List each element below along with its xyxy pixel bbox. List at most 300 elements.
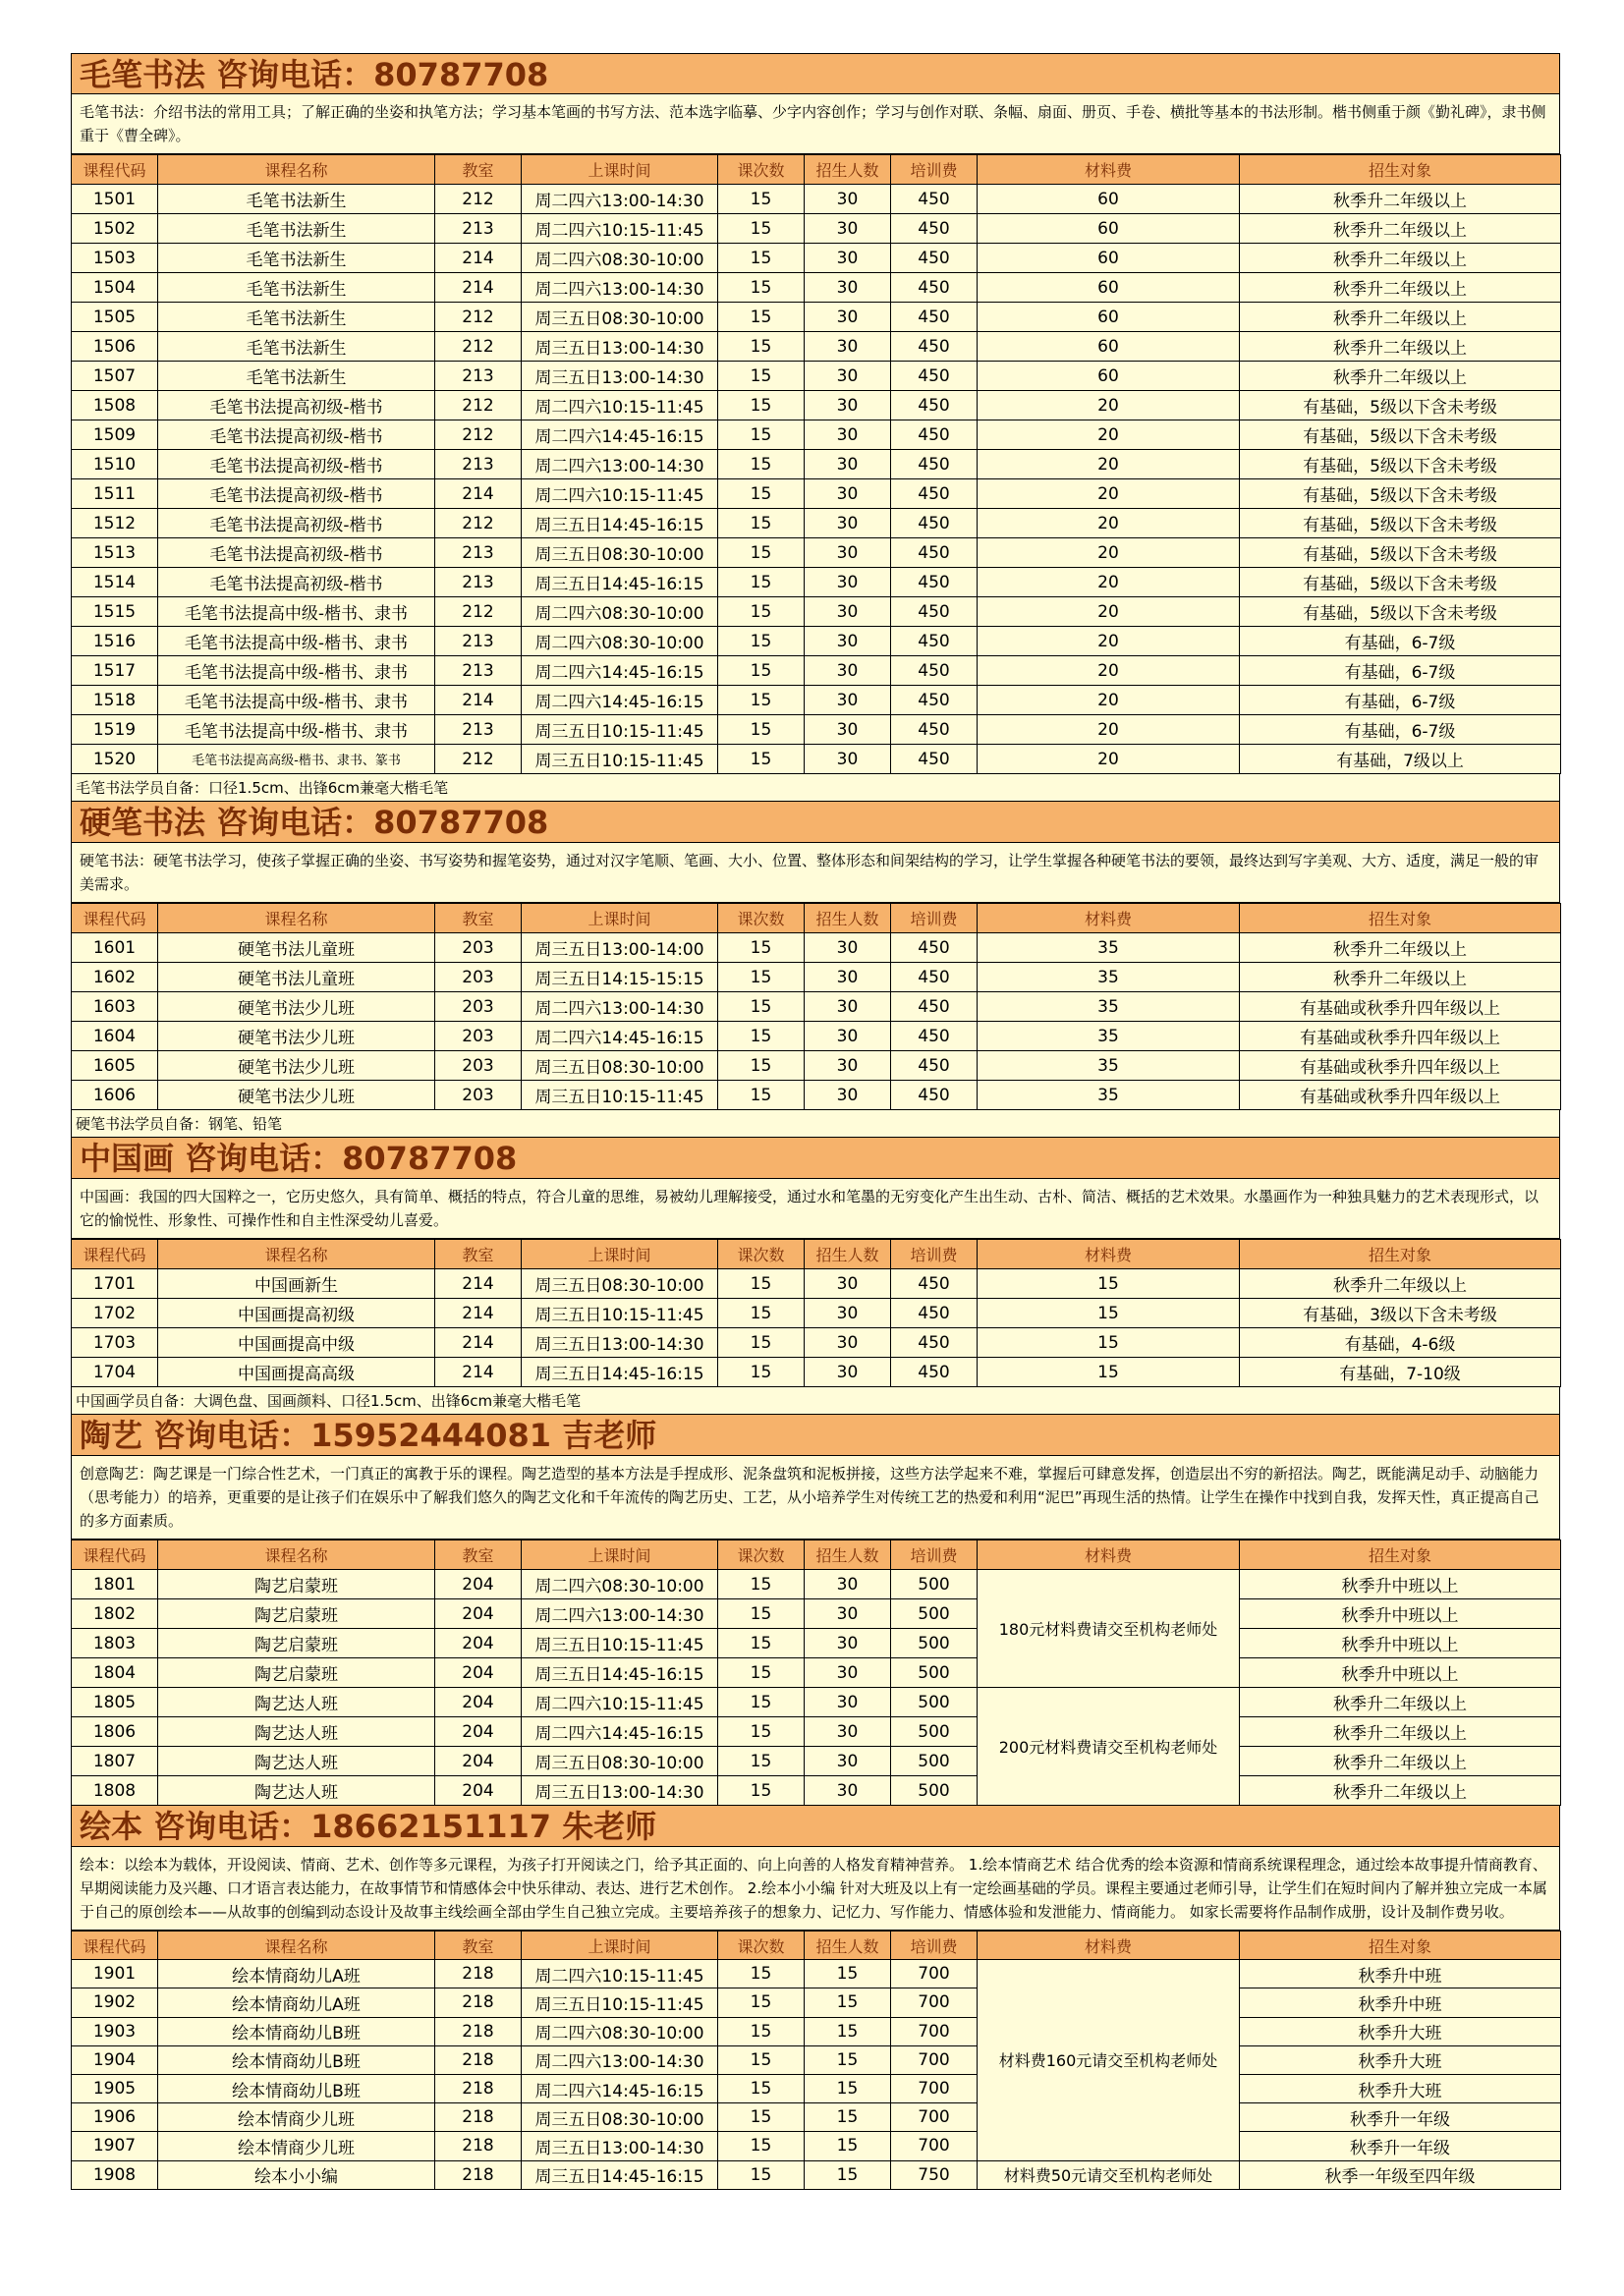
- cell-sessions: 15: [718, 1081, 805, 1110]
- cell-sessions: 15: [718, 2074, 805, 2102]
- column-header: 课次数: [718, 1932, 805, 1960]
- cell-capacity: 30: [805, 933, 891, 963]
- cell-time: 周三五日13:00-14:30: [522, 1328, 718, 1358]
- cell-capacity: 30: [805, 1629, 891, 1658]
- section-title-picturebook: 绘本 咨询电话：18662151117 朱老师: [71, 1806, 1560, 1847]
- course-table-calligraphy: [71, 154, 1561, 774]
- cell-time: 周三五日08:30-10:00: [522, 1269, 718, 1299]
- cell-fee: 500: [891, 1688, 978, 1717]
- column-header: 招生对象: [1240, 1540, 1561, 1570]
- cell-target: 秋季升二年级以上: [1240, 214, 1561, 244]
- cell-name: 陶艺启蒙班: [158, 1658, 435, 1688]
- table-header-row: [72, 155, 1561, 185]
- cell-room: 212: [435, 509, 522, 538]
- cell-time: 周二四六13:00-14:30: [522, 2045, 718, 2074]
- cell-room: 212: [435, 391, 522, 420]
- cell-sessions: 15: [718, 1717, 805, 1747]
- cell-name: 绘本情商幼儿A班: [158, 1960, 435, 1988]
- cell-time: 周三五日14:45-16:15: [522, 1358, 718, 1387]
- cell-material: 15: [978, 1269, 1240, 1299]
- table-row: [72, 656, 1561, 686]
- cell-capacity: 30: [805, 1269, 891, 1299]
- cell-name: 毛笔书法提高中级-楷书、隶书: [158, 597, 435, 627]
- table-row: [72, 1081, 1561, 1110]
- cell-capacity: 30: [805, 362, 891, 391]
- table-row: [72, 597, 1561, 627]
- cell-fee: 700: [891, 2074, 978, 2102]
- cell-capacity: 30: [805, 1599, 891, 1629]
- cell-name: 毛笔书法新生: [158, 214, 435, 244]
- cell-time: 周二四六14:45-16:15: [522, 2074, 718, 2102]
- cell-material: 15: [978, 1299, 1240, 1328]
- cell-name: 毛笔书法提高初级-楷书: [158, 450, 435, 479]
- column-header: 培训费: [891, 904, 978, 933]
- cell-name: 毛笔书法新生: [158, 185, 435, 214]
- column-header: 课程名称: [158, 1240, 435, 1269]
- table-row: [72, 1960, 1561, 1988]
- cell-capacity: 30: [805, 1081, 891, 1110]
- cell-material: 20: [978, 391, 1240, 420]
- cell-sessions: 15: [718, 1051, 805, 1081]
- table-row: [72, 2103, 1561, 2132]
- cell-capacity: 30: [805, 450, 891, 479]
- cell-target: 秋季升二年级以上: [1240, 933, 1561, 963]
- column-header: 课程名称: [158, 904, 435, 933]
- cell-name: 毛笔书法提高中级-楷书、隶书: [158, 656, 435, 686]
- cell-target: 秋季升二年级以上: [1240, 1269, 1561, 1299]
- column-header: 课程代码: [72, 1932, 158, 1960]
- cell-code: 1906: [72, 2103, 158, 2132]
- table-row: [72, 303, 1561, 332]
- cell-name: 绘本小小编: [158, 2160, 435, 2189]
- cell-code: 1520: [72, 745, 158, 774]
- column-header: 课程名称: [158, 1932, 435, 1960]
- cell-sessions: 15: [718, 933, 805, 963]
- cell-material: 35: [978, 933, 1240, 963]
- cell-target: 秋季升二年级以上: [1240, 185, 1561, 214]
- cell-code: 1702: [72, 1299, 158, 1328]
- cell-target: 有基础，7-10级: [1240, 1358, 1561, 1387]
- cell-code: 1901: [72, 1960, 158, 1988]
- cell-fee: 450: [891, 1299, 978, 1328]
- cell-sessions: 15: [718, 2160, 805, 2189]
- cell-target: 有基础或秋季升四年级以上: [1240, 1081, 1561, 1110]
- cell-fee: 500: [891, 1570, 978, 1599]
- cell-fee: 450: [891, 1269, 978, 1299]
- cell-code: 1807: [72, 1747, 158, 1776]
- cell-fee: 450: [891, 420, 978, 450]
- cell-time: 周三五日14:45-16:15: [522, 568, 718, 597]
- course-table-pen: [71, 903, 1561, 1110]
- cell-sessions: 15: [718, 362, 805, 391]
- cell-time: 周二四六08:30-10:00: [522, 597, 718, 627]
- cell-room: 213: [435, 627, 522, 656]
- cell-fee: 700: [891, 2045, 978, 2074]
- cell-sessions: 15: [718, 244, 805, 273]
- section-title-pen: 硬笔书法 咨询电话：80787708: [71, 802, 1560, 843]
- table-row: [72, 568, 1561, 597]
- cell-target: 有基础，6-7级: [1240, 627, 1561, 656]
- cell-capacity: 30: [805, 1570, 891, 1599]
- cell-fee: 450: [891, 597, 978, 627]
- table-row: [72, 391, 1561, 420]
- section-title-pottery: 陶艺 咨询电话：15952444081 吉老师: [71, 1415, 1560, 1456]
- cell-code: 1509: [72, 420, 158, 450]
- cell-code: 1501: [72, 185, 158, 214]
- cell-sessions: 15: [718, 1629, 805, 1658]
- cell-material-merged: 材料费160元请交至机构老师处: [978, 1960, 1240, 2160]
- table-row: [72, 715, 1561, 745]
- cell-time: 周三五日08:30-10:00: [522, 1051, 718, 1081]
- cell-material: 20: [978, 745, 1240, 774]
- cell-room: 213: [435, 568, 522, 597]
- cell-capacity: 30: [805, 745, 891, 774]
- cell-room: 214: [435, 1269, 522, 1299]
- cell-sessions: 15: [718, 332, 805, 362]
- cell-sessions: 15: [718, 656, 805, 686]
- table-header-row: [72, 1240, 1561, 1269]
- cell-name: 毛笔书法新生: [158, 303, 435, 332]
- cell-room: 213: [435, 214, 522, 244]
- cell-room: 218: [435, 2045, 522, 2074]
- table-row: [72, 2132, 1561, 2160]
- cell-material: 35: [978, 963, 1240, 992]
- section-description-pottery: 创意陶艺：陶艺课是一门综合性艺术，一门真正的寓教于乐的课程。陶艺造型的基本方法是手捏成形、泥条盘筑和泥板拼接，这些方法学起来不难，掌握后可肆意发挥，创造层出不穷的新招法。陶艺，既能满足动手、动脑能力（思考能力）的培养，更重要的是让孩子们在娱乐中了解我们悠久的陶艺文化和千年流传的陶艺历史、工艺，从小培养学生对传统工艺的热爱和利用“泥巴”再现生活的热情。让学生在操作中找到自我，发挥天性，真正提高自己的多方面素质。: [71, 1456, 1560, 1540]
- cell-code: 1604: [72, 1022, 158, 1051]
- cell-capacity: 30: [805, 963, 891, 992]
- cell-code: 1801: [72, 1570, 158, 1599]
- cell-sessions: 15: [718, 597, 805, 627]
- cell-fee: 450: [891, 185, 978, 214]
- cell-room: 212: [435, 185, 522, 214]
- cell-fee: 700: [891, 1960, 978, 1988]
- cell-room: 218: [435, 2074, 522, 2102]
- cell-code: 1904: [72, 2045, 158, 2074]
- cell-sessions: 15: [718, 2103, 805, 2132]
- cell-capacity: 30: [805, 479, 891, 509]
- cell-name: 硬笔书法少儿班: [158, 1081, 435, 1110]
- cell-code: 1804: [72, 1658, 158, 1688]
- table-row: [72, 1688, 1561, 1717]
- column-header: 教室: [435, 1932, 522, 1960]
- cell-room: 218: [435, 2132, 522, 2160]
- cell-room: 212: [435, 597, 522, 627]
- cell-target: 秋季升一年级: [1240, 2103, 1561, 2132]
- cell-name: 陶艺启蒙班: [158, 1629, 435, 1658]
- cell-fee: 450: [891, 362, 978, 391]
- table-row: [72, 1269, 1561, 1299]
- table-row: [72, 1629, 1561, 1658]
- cell-sessions: 15: [718, 2045, 805, 2074]
- cell-sessions: 15: [718, 1688, 805, 1717]
- cell-time: 周二四六13:00-14:30: [522, 273, 718, 303]
- column-header: 课程名称: [158, 155, 435, 185]
- cell-room: 214: [435, 244, 522, 273]
- cell-capacity: 30: [805, 1776, 891, 1806]
- cell-room: 212: [435, 745, 522, 774]
- column-header: 培训费: [891, 1240, 978, 1269]
- cell-name: 陶艺达人班: [158, 1776, 435, 1806]
- cell-sessions: 15: [718, 214, 805, 244]
- column-header: 课次数: [718, 1540, 805, 1570]
- cell-fee: 450: [891, 1081, 978, 1110]
- cell-target: 有基础，5级以下含未考级: [1240, 420, 1561, 450]
- cell-material: 20: [978, 686, 1240, 715]
- cell-target: 秋季升大班: [1240, 2074, 1561, 2102]
- cell-room: 203: [435, 1051, 522, 1081]
- table-header-row: [72, 904, 1561, 933]
- cell-room: 212: [435, 303, 522, 332]
- table-row: [72, 1747, 1561, 1776]
- course-table-painting: [71, 1239, 1561, 1387]
- cell-fee: 450: [891, 568, 978, 597]
- cell-fee: 500: [891, 1599, 978, 1629]
- table-row: [72, 244, 1561, 273]
- cell-fee: 450: [891, 450, 978, 479]
- cell-code: 1518: [72, 686, 158, 715]
- cell-sessions: 15: [718, 1328, 805, 1358]
- cell-material: 20: [978, 627, 1240, 656]
- cell-fee: 450: [891, 992, 978, 1022]
- cell-room: 203: [435, 1022, 522, 1051]
- cell-capacity: 15: [805, 2103, 891, 2132]
- cell-capacity: 30: [805, 1051, 891, 1081]
- cell-target: 秋季升中班以上: [1240, 1658, 1561, 1688]
- table-row: [72, 509, 1561, 538]
- cell-code: 1511: [72, 479, 158, 509]
- cell-capacity: 15: [805, 2160, 891, 2189]
- cell-target: 有基础，5级以下含未考级: [1240, 479, 1561, 509]
- column-header: 教室: [435, 904, 522, 933]
- cell-time: 周三五日13:00-14:00: [522, 933, 718, 963]
- table-row: [72, 2160, 1561, 2189]
- cell-room: 204: [435, 1599, 522, 1629]
- cell-target: 秋季升二年级以上: [1240, 244, 1561, 273]
- cell-fee: 450: [891, 214, 978, 244]
- cell-capacity: 30: [805, 627, 891, 656]
- section-description-pen: 硬笔书法：硬笔书法学习，使孩子掌握正确的坐姿、书写姿势和握笔姿势，通过对汉字笔顺、笔画、大小、位置、整体形态和间架结构的学习，让学生掌握各种硬笔书法的要领，最终达到写字美观、大方、适度，满足一般的审美需求。: [71, 843, 1560, 903]
- cell-room: 214: [435, 686, 522, 715]
- cell-fee: 500: [891, 1629, 978, 1658]
- cell-fee: 450: [891, 273, 978, 303]
- cell-capacity: 30: [805, 273, 891, 303]
- table-row: [72, 1599, 1561, 1629]
- cell-material: 15: [978, 1328, 1240, 1358]
- cell-code: 1508: [72, 391, 158, 420]
- cell-name: 陶艺达人班: [158, 1688, 435, 1717]
- cell-fee: 450: [891, 538, 978, 568]
- cell-room: 214: [435, 273, 522, 303]
- cell-code: 1808: [72, 1776, 158, 1806]
- column-header: 招生对象: [1240, 1932, 1561, 1960]
- cell-room: 203: [435, 992, 522, 1022]
- cell-name: 毛笔书法提高初级-楷书: [158, 509, 435, 538]
- cell-fee: 450: [891, 963, 978, 992]
- cell-code: 1515: [72, 597, 158, 627]
- column-header: 材料费: [978, 1240, 1240, 1269]
- cell-capacity: 15: [805, 2045, 891, 2074]
- cell-target: 秋季一年级至四年级: [1240, 2160, 1561, 2189]
- column-header: 上课时间: [522, 1932, 718, 1960]
- cell-name: 硬笔书法少儿班: [158, 1051, 435, 1081]
- cell-room: 204: [435, 1570, 522, 1599]
- cell-material: 20: [978, 509, 1240, 538]
- cell-room: 218: [435, 1960, 522, 1988]
- cell-fee: 700: [891, 2017, 978, 2045]
- cell-room: 214: [435, 479, 522, 509]
- cell-fee: 450: [891, 656, 978, 686]
- cell-sessions: 15: [718, 1022, 805, 1051]
- cell-fee: 450: [891, 627, 978, 656]
- table-row: [72, 479, 1561, 509]
- cell-room: 214: [435, 1358, 522, 1387]
- cell-sessions: 15: [718, 391, 805, 420]
- cell-time: 周二四六10:15-11:45: [522, 391, 718, 420]
- cell-time: 周三五日14:45-16:15: [522, 509, 718, 538]
- cell-capacity: 15: [805, 1988, 891, 2017]
- cell-sessions: 15: [718, 509, 805, 538]
- cell-room: 204: [435, 1747, 522, 1776]
- cell-fee: 500: [891, 1717, 978, 1747]
- table-row: [72, 1051, 1561, 1081]
- cell-fee: 450: [891, 933, 978, 963]
- column-header: 招生人数: [805, 155, 891, 185]
- table-row: [72, 686, 1561, 715]
- cell-code: 1606: [72, 1081, 158, 1110]
- cell-room: 203: [435, 933, 522, 963]
- column-header: 上课时间: [522, 1240, 718, 1269]
- cell-target: 秋季升二年级以上: [1240, 1776, 1561, 1806]
- column-header: 教室: [435, 155, 522, 185]
- cell-code: 1603: [72, 992, 158, 1022]
- column-header: 课次数: [718, 1240, 805, 1269]
- cell-target: 秋季升二年级以上: [1240, 273, 1561, 303]
- table-row: [72, 2017, 1561, 2045]
- cell-capacity: 30: [805, 185, 891, 214]
- cell-room: 218: [435, 2103, 522, 2132]
- cell-time: 周三五日10:15-11:45: [522, 1988, 718, 2017]
- cell-room: 204: [435, 1629, 522, 1658]
- cell-code: 1512: [72, 509, 158, 538]
- cell-sessions: 15: [718, 273, 805, 303]
- cell-time: 周三五日10:15-11:45: [522, 1299, 718, 1328]
- section-description-picturebook: 绘本：以绘本为载体，开设阅读、情商、艺术、创作等多元课程，为孩子打开阅读之门，给予其正面的、向上向善的人格发育精神营养。 1.绘本情商艺术 结合优秀的绘本资源和情商系统课程理念，通过绘本故事提升情商教育、早期阅读能力及兴趣、口才语言表达能力，在故事情节和情感体会中快乐律动、表达、进行艺术创作。 2.绘本小小编 针对大班及以上有一定绘画基础的学员。课程主要通过老师引导，让学生们在短时间内了解并独立完成一本属于自己的原创绘本——从故事的创编到动态设计及故事主线绘画全部由学生自己独立完成。主要培养孩子的想象力、记忆力、写作能力、情感体验和发泄能力、情商能力。 如家长需要将作品制作成册，设计及制作费另收。: [71, 1847, 1560, 1931]
- cell-room: 218: [435, 2160, 522, 2189]
- cell-time: 周三五日08:30-10:00: [522, 303, 718, 332]
- column-header: 材料费: [978, 1932, 1240, 1960]
- cell-time: 周二四六08:30-10:00: [522, 1570, 718, 1599]
- cell-capacity: 30: [805, 597, 891, 627]
- cell-fee: 500: [891, 1747, 978, 1776]
- cell-code: 1507: [72, 362, 158, 391]
- table-row: [72, 273, 1561, 303]
- cell-sessions: 15: [718, 992, 805, 1022]
- column-header: 招生人数: [805, 1240, 891, 1269]
- cell-capacity: 30: [805, 1688, 891, 1717]
- cell-time: 周二四六14:45-16:15: [522, 1717, 718, 1747]
- cell-target: 秋季升二年级以上: [1240, 303, 1561, 332]
- cell-code: 1907: [72, 2132, 158, 2160]
- cell-target: 有基础，5级以下含未考级: [1240, 538, 1561, 568]
- cell-capacity: 30: [805, 715, 891, 745]
- cell-code: 1902: [72, 1988, 158, 2017]
- column-header: 课程代码: [72, 1540, 158, 1570]
- cell-name: 绘本情商幼儿B班: [158, 2074, 435, 2102]
- cell-target: 秋季升中班: [1240, 1988, 1561, 2017]
- column-header: 课程代码: [72, 904, 158, 933]
- column-header: 教室: [435, 1240, 522, 1269]
- cell-fee: 700: [891, 1988, 978, 2017]
- column-header: 招生对象: [1240, 155, 1561, 185]
- cell-sessions: 15: [718, 538, 805, 568]
- column-header: 上课时间: [522, 155, 718, 185]
- cell-sessions: 15: [718, 627, 805, 656]
- cell-time: 周二四六14:45-16:15: [522, 420, 718, 450]
- cell-target: 秋季升二年级以上: [1240, 362, 1561, 391]
- cell-time: 周三五日08:30-10:00: [522, 538, 718, 568]
- cell-room: 213: [435, 450, 522, 479]
- cell-material: 20: [978, 597, 1240, 627]
- cell-target: 有基础，4-6级: [1240, 1328, 1561, 1358]
- cell-material: 35: [978, 1051, 1240, 1081]
- table-row: [72, 1717, 1561, 1747]
- cell-name: 绘本情商幼儿A班: [158, 1988, 435, 2017]
- table-row: [72, 538, 1561, 568]
- cell-time: 周三五日08:30-10:00: [522, 1747, 718, 1776]
- cell-sessions: 15: [718, 1570, 805, 1599]
- cell-code: 1505: [72, 303, 158, 332]
- cell-code: 1514: [72, 568, 158, 597]
- cell-material: 60: [978, 214, 1240, 244]
- cell-fee: 450: [891, 332, 978, 362]
- cell-sessions: 15: [718, 2132, 805, 2160]
- table-row: [72, 185, 1561, 214]
- table-row: [72, 2045, 1561, 2074]
- cell-time: 周二四六10:15-11:45: [522, 1688, 718, 1717]
- cell-fee: 450: [891, 303, 978, 332]
- cell-material-merged: 材料费50元请交至机构老师处: [978, 2160, 1240, 2189]
- cell-sessions: 15: [718, 1599, 805, 1629]
- cell-code: 1803: [72, 1629, 158, 1658]
- table-row: [72, 2074, 1561, 2102]
- table-row: [72, 1299, 1561, 1328]
- cell-target: 有基础，3级以下含未考级: [1240, 1299, 1561, 1328]
- section-title-painting: 中国画 咨询电话：80787708: [71, 1138, 1560, 1179]
- cell-code: 1502: [72, 214, 158, 244]
- column-header: 教室: [435, 1540, 522, 1570]
- cell-target: 秋季升中班以上: [1240, 1570, 1561, 1599]
- cell-fee: 450: [891, 686, 978, 715]
- table-row: [72, 1776, 1561, 1806]
- cell-room: 204: [435, 1776, 522, 1806]
- column-header: 上课时间: [522, 1540, 718, 1570]
- cell-fee: 700: [891, 2132, 978, 2160]
- cell-time: 周二四六13:00-14:30: [522, 1599, 718, 1629]
- table-row: [72, 992, 1561, 1022]
- cell-time: 周二四六13:00-14:30: [522, 992, 718, 1022]
- cell-target: 有基础，6-7级: [1240, 686, 1561, 715]
- cell-sessions: 15: [718, 303, 805, 332]
- cell-name: 毛笔书法提高中级-楷书、隶书: [158, 715, 435, 745]
- cell-time: 周三五日14:45-16:15: [522, 1658, 718, 1688]
- cell-time: 周三五日14:45-16:15: [522, 2160, 718, 2189]
- cell-name: 毛笔书法新生: [158, 244, 435, 273]
- cell-name: 毛笔书法提高高级-楷书、隶书、篆书: [158, 745, 435, 774]
- cell-fee: 500: [891, 1776, 978, 1806]
- table-row: [72, 1022, 1561, 1051]
- cell-target: 秋季升二年级以上: [1240, 1688, 1561, 1717]
- cell-time: 周三五日13:00-14:30: [522, 2132, 718, 2160]
